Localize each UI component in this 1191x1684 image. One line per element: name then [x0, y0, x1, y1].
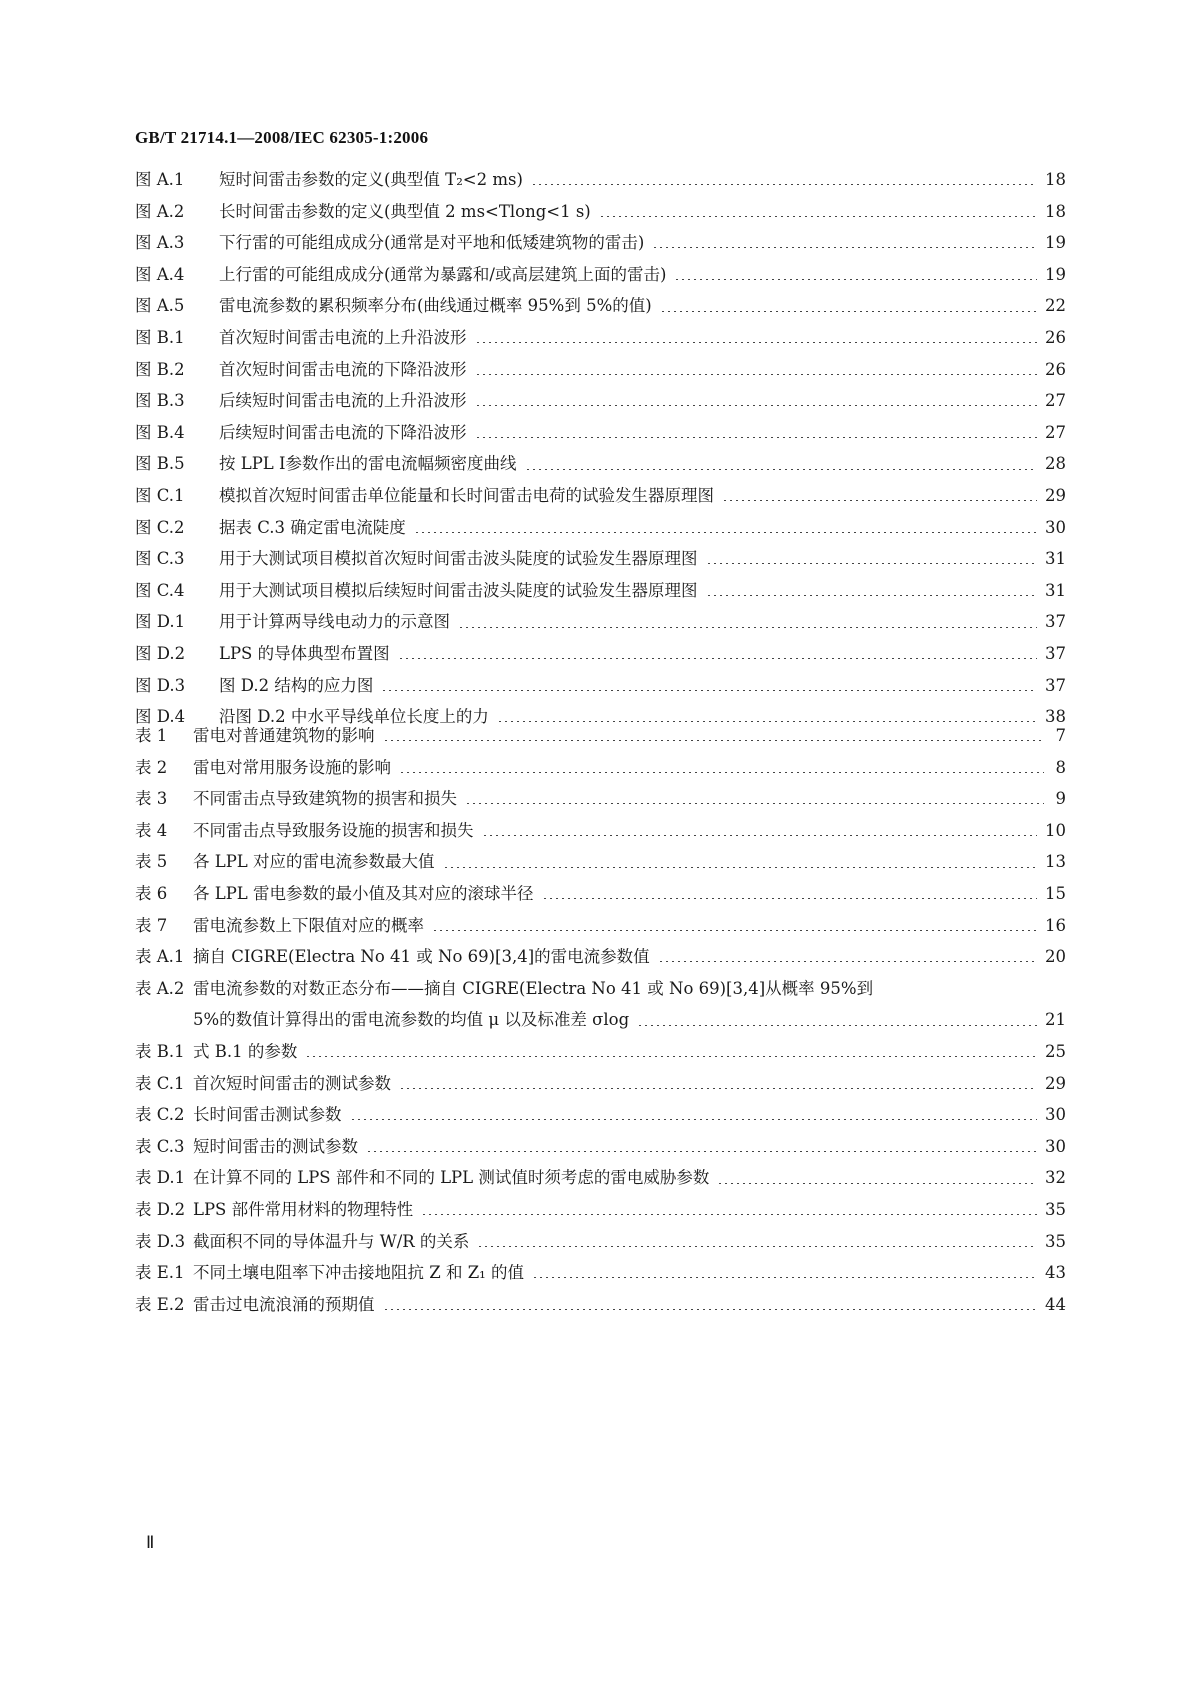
figure-number: 图 D.3	[135, 675, 186, 695]
figure-title: LPS 的导体典型布置图	[219, 643, 390, 663]
figure-title: 用于大测试项目模拟首次短时间雷击波头陡度的试验发生器原理图	[219, 549, 698, 569]
table-entry[interactable]	[135, 910, 1066, 942]
page-number: 9	[1055, 789, 1066, 809]
table-entry[interactable]	[135, 815, 1066, 847]
table-title: 摘自 CIGRE(Electra No 41 或 No 69)[3,4]的雷电流参数值	[193, 947, 650, 967]
figure-entry[interactable]	[135, 322, 1066, 354]
table-entry[interactable]	[135, 1068, 1066, 1100]
table-title: 雷电流参数上下限值对应的概率	[193, 915, 424, 935]
dot-leader	[383, 1309, 1038, 1310]
page-number: 7	[1055, 726, 1066, 745]
table-number: 表 B.1	[135, 1041, 185, 1061]
dot-leader	[482, 835, 1038, 836]
dot-leader	[414, 532, 1037, 533]
table-entry[interactable]	[135, 1289, 1066, 1321]
dot-leader	[432, 930, 1037, 931]
figure-number: 图 A.5	[135, 296, 185, 316]
table-number: 表 D.1	[135, 1168, 186, 1188]
figure-number: 图 B.1	[135, 327, 185, 347]
table-entry[interactable]	[135, 1257, 1066, 1289]
table-title: 在计算不同的 LPS 部件和不同的 LPL 测试值时须考虑的雷电威胁参数	[193, 1168, 710, 1188]
figure-entry[interactable]	[135, 638, 1066, 670]
table-title: 雷电对常用服务设施的影响	[193, 757, 391, 777]
figure-number: 图 B.2	[135, 359, 185, 379]
figure-title: 用于计算两导线电动力的示意图	[219, 612, 450, 632]
table-title: 雷电对普通建筑物的影响	[193, 726, 375, 745]
figure-number: 图 A.2	[135, 201, 185, 221]
figure-entry[interactable]	[135, 543, 1066, 575]
table-entry[interactable]	[135, 1131, 1066, 1163]
figure-number: 图 B.4	[135, 422, 185, 442]
table-title: LPS 部件常用材料的物理特性	[193, 1199, 414, 1219]
page-number: 44	[1045, 1294, 1066, 1314]
dot-leader	[525, 469, 1037, 470]
page-number: 28	[1045, 454, 1066, 474]
page-number: 31	[1045, 549, 1066, 569]
dot-leader	[399, 772, 1044, 773]
table-entry[interactable]	[135, 1036, 1066, 1068]
figure-title: 沿图 D.2 中水平导线单位长度上的力	[219, 707, 489, 727]
figure-number: 图 A.3	[135, 233, 185, 253]
table-entry-continuation	[135, 1004, 1066, 1036]
table-number: 表 A.2	[135, 978, 185, 998]
table-title: 截面积不同的导体温升与 W/R 的关系	[193, 1231, 470, 1251]
table-title: 长时间雷击测试参数	[193, 1105, 342, 1125]
page-number: 26	[1045, 327, 1066, 347]
dot-leader	[722, 500, 1037, 501]
page-number: 19	[1045, 233, 1066, 253]
table-title: 雷击过电流浪涌的预期值	[193, 1294, 375, 1314]
table-list	[135, 720, 1066, 1320]
table-number: 表 E.1	[135, 1263, 185, 1283]
page-number: 27	[1045, 391, 1066, 411]
table-number: 表 E.2	[135, 1294, 185, 1314]
dot-leader	[717, 1183, 1037, 1184]
table-number: 表 A.1	[135, 947, 185, 967]
page-number: 29	[1045, 1073, 1066, 1093]
page-number: 13	[1045, 852, 1066, 872]
figure-entry[interactable]	[135, 164, 1066, 196]
figure-entry[interactable]	[135, 670, 1066, 702]
table-number: 表 C.2	[135, 1105, 185, 1125]
table-title: 不同雷击点导致建筑物的损害和损失	[193, 789, 457, 809]
figure-list	[135, 164, 1066, 733]
table-number: 表 3	[135, 789, 168, 809]
table-entry[interactable]	[135, 720, 1066, 752]
dot-leader	[599, 216, 1037, 217]
dot-leader	[706, 563, 1038, 564]
page-number: 25	[1045, 1041, 1066, 1061]
dot-leader	[475, 437, 1038, 438]
table-title: 各 LPL 对应的雷电流参数最大值	[193, 852, 435, 872]
dot-leader	[381, 690, 1037, 691]
table-entry[interactable]	[135, 846, 1066, 878]
dot-leader	[706, 595, 1038, 596]
page-number: 37	[1045, 675, 1066, 695]
figure-entry[interactable]	[135, 512, 1066, 544]
page-number: 29	[1045, 485, 1066, 505]
table-entry[interactable]	[135, 941, 1066, 973]
page-number: 19	[1045, 264, 1066, 284]
figure-entry[interactable]	[135, 575, 1066, 607]
figure-entry[interactable]	[135, 606, 1066, 638]
table-title: 不同雷击点导致服务设施的损害和损失	[193, 820, 474, 840]
dot-leader	[531, 184, 1037, 185]
dot-leader	[658, 961, 1037, 962]
table-entry[interactable]	[135, 752, 1066, 784]
table-title-continued: 5%的数值计算得出的雷电流参数的均值 μ 以及标准差 σlog	[193, 1010, 630, 1030]
dot-leader	[477, 1246, 1037, 1247]
page-number: 30	[1045, 1105, 1066, 1125]
figure-title: 后续短时间雷击电流的下降沿波形	[219, 422, 467, 442]
dot-leader	[399, 1088, 1037, 1089]
figure-title: 模拟首次短时间雷击单位能量和长时间雷击电荷的试验发生器原理图	[219, 485, 714, 505]
table-number: 表 6	[135, 883, 168, 903]
page-number: 37	[1045, 612, 1066, 632]
dot-leader	[475, 405, 1038, 406]
dot-leader	[652, 247, 1037, 248]
figure-title: 按 LPL Ⅰ参数作出的雷电流幅频密度曲线	[219, 454, 517, 474]
figure-number: 图 B.3	[135, 391, 185, 411]
table-entry[interactable]	[135, 973, 1066, 1005]
page-number: 10	[1045, 820, 1066, 840]
page-number: 15	[1045, 883, 1066, 903]
table-title: 雷电流参数的对数正态分布——摘自 CIGRE(Electra No 41 或 No 69)[3,4]从概率 95%到	[193, 978, 874, 998]
figure-title: 据表 C.3 确定雷电流陡度	[219, 517, 406, 537]
figure-number: 图 C.2	[135, 517, 185, 537]
table-entry[interactable]	[135, 783, 1066, 815]
figure-number: 图 C.3	[135, 549, 185, 569]
dot-leader	[674, 279, 1037, 280]
figure-entry[interactable]	[135, 196, 1066, 228]
page-number: 30	[1045, 517, 1066, 537]
dot-leader	[532, 1277, 1037, 1278]
figure-entry[interactable]	[135, 480, 1066, 512]
figure-title: 首次短时间雷击电流的下降沿波形	[219, 359, 467, 379]
table-title: 式 B.1 的参数	[193, 1041, 298, 1061]
figure-number: 图 A.4	[135, 264, 185, 284]
page-number: 18	[1045, 170, 1066, 189]
dot-leader	[458, 627, 1037, 628]
figure-title: 上行雷的可能组成成分(通常为暴露和/或高层建筑上面的雷击)	[219, 264, 667, 284]
figure-title: 用于大测试项目模拟后续短时间雷击波头陡度的试验发生器原理图	[219, 580, 698, 600]
figure-title: 后续短时间雷击电流的上升沿波形	[219, 391, 467, 411]
table-entry[interactable]	[135, 1099, 1066, 1131]
dot-leader	[542, 898, 1037, 899]
dot-leader	[475, 342, 1038, 343]
page-number: 32	[1045, 1168, 1066, 1188]
dot-leader	[350, 1119, 1038, 1120]
page-number: 38	[1045, 707, 1066, 727]
figure-entry[interactable]	[135, 417, 1066, 449]
dot-leader	[366, 1151, 1037, 1152]
table-entry[interactable]	[135, 1226, 1066, 1258]
table-number: 表 2	[135, 757, 168, 777]
figure-title: 长时间雷击参数的定义(典型值 2 ms<Tlong<1 s)	[219, 201, 591, 221]
figure-number: 图 B.5	[135, 454, 185, 474]
page-number: 43	[1045, 1263, 1066, 1283]
dot-leader	[421, 1214, 1037, 1215]
page-number: 30	[1045, 1136, 1066, 1156]
table-number: 表 5	[135, 852, 168, 872]
figure-entry[interactable]	[135, 290, 1066, 322]
table-number: 表 4	[135, 820, 168, 840]
table-entry[interactable]	[135, 1162, 1066, 1194]
dot-leader	[305, 1056, 1037, 1057]
figure-number: 图 D.4	[135, 707, 186, 727]
figure-number: 图 A.1	[135, 170, 185, 189]
dot-leader	[383, 740, 1045, 741]
page-number: 31	[1045, 580, 1066, 600]
page-number: 35	[1045, 1199, 1066, 1219]
table-number: 表 7	[135, 915, 168, 935]
table-title: 短时间雷击的测试参数	[193, 1136, 358, 1156]
page-number: 8	[1055, 757, 1066, 777]
table-number: 表 D.2	[135, 1199, 186, 1219]
figure-number: 图 D.1	[135, 612, 186, 632]
page-number: 21	[1045, 1010, 1066, 1030]
page-number: 26	[1045, 359, 1066, 379]
dot-leader	[443, 867, 1037, 868]
dot-leader	[465, 803, 1044, 804]
table-number: 表 1	[135, 726, 168, 745]
figure-title: 短时间雷击参数的定义(典型值 T₂<2 ms)	[219, 170, 523, 189]
figure-number: 图 D.2	[135, 643, 186, 663]
document-header: GB/T 21714.1—2008/IEC 62305-1:2006	[135, 128, 429, 147]
table-title: 各 LPL 雷电参数的最小值及其对应的滚球半径	[193, 883, 534, 903]
figure-entry[interactable]	[135, 385, 1066, 417]
table-number: 表 C.3	[135, 1136, 185, 1156]
page-folio: Ⅱ	[146, 1533, 155, 1552]
figure-title: 雷电流参数的累积频率分布(曲线通过概率 95%到 5%的值)	[219, 296, 652, 316]
table-number: 表 D.3	[135, 1231, 186, 1251]
dot-leader	[475, 374, 1038, 375]
table-title: 不同土壤电阻率下冲击接地阻抗 Z 和 Z₁ 的值	[193, 1263, 525, 1283]
page-number: 22	[1045, 296, 1066, 316]
page-number: 27	[1045, 422, 1066, 442]
table-entry[interactable]	[135, 1194, 1066, 1226]
table-entry[interactable]	[135, 878, 1066, 910]
dot-leader	[398, 658, 1037, 659]
page-number: 18	[1045, 201, 1066, 221]
figure-entry[interactable]	[135, 354, 1066, 386]
page-number: 35	[1045, 1231, 1066, 1251]
dot-leader	[637, 1025, 1037, 1026]
figure-entry[interactable]	[135, 227, 1066, 259]
figure-entry[interactable]	[135, 448, 1066, 480]
figure-entry[interactable]	[135, 259, 1066, 291]
figure-title: 下行雷的可能组成成分(通常是对平地和低矮建筑物的雷击)	[219, 233, 645, 253]
figure-number: 图 C.1	[135, 485, 185, 505]
figure-title: 首次短时间雷击电流的上升沿波形	[219, 327, 467, 347]
table-number: 表 C.1	[135, 1073, 185, 1093]
page-number: 37	[1045, 643, 1066, 663]
table-title: 首次短时间雷击的测试参数	[193, 1073, 391, 1093]
dot-leader	[660, 311, 1037, 312]
page-number: 20	[1045, 947, 1066, 967]
page-number: 16	[1045, 915, 1066, 935]
figure-title: 图 D.2 结构的应力图	[219, 675, 374, 695]
figure-number: 图 C.4	[135, 580, 185, 600]
